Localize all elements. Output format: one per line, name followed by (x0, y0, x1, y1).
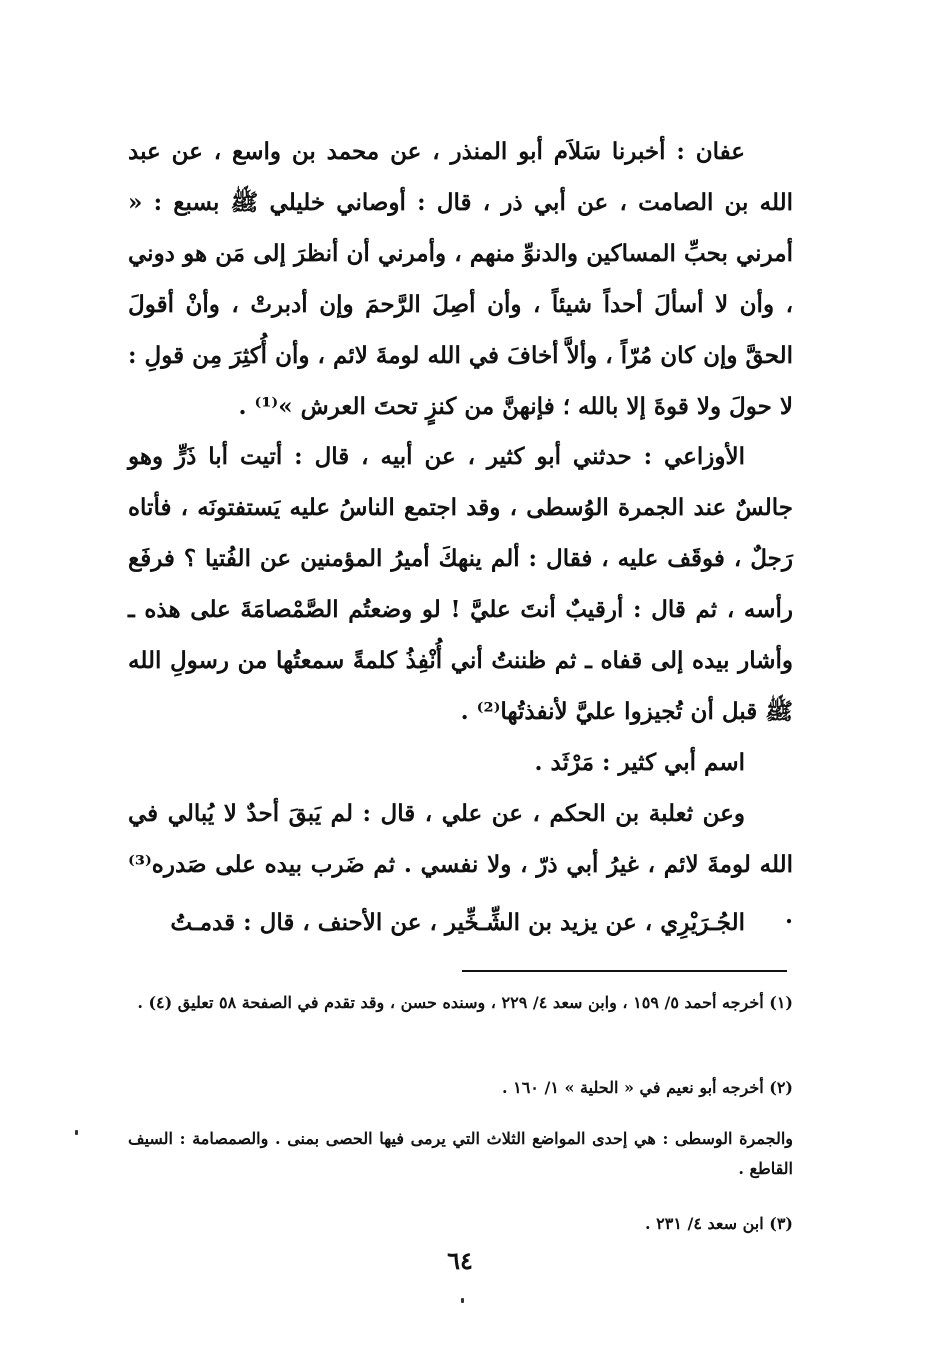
paragraph-text: عفان : أخبرنا سَلاَم أبو المنذر ، عن محمد بن واسع ، عن عبد الله بن الصامت ، عن أبي ذر ، قال : أوصاني خليلي ﷺ بسبع : « أمرني بحبِّ المساكين والدنوِّ منهم ، وأمرني أن أنظرَ إلى مَن هو دوني ، وأن لا أسألَ أحداً شيئاً ، وأن أصِلَ الرَّحمَ وإن أدبرتْ ، وأنْ أقولَ الحقَّ وإن كان مُرّاً ، وألاَّ أخافَ في الله لومةَ لائم ، وأن أُكثِرَ مِن قولِ : لا حولَ ولا قوةَ إلا بالله ؛ فإنهنَّ من كنزٍ تحتَ العرش »⁽¹⁾ . (128, 138, 793, 420)
paragraph-text: وعن ثعلبة بن الحكم ، عن علي ، قال : لم يَبقَ أحدٌ لا يُبالي في الله لومةَ لائم ، غيرُ أبي ذرّ ، ولا نفسي . ثم ضَرب بيده على صَدره⁽³⁾ . (128, 800, 793, 929)
page-number: ٦٤ (447, 1246, 473, 1275)
paragraph-text: اسم أبي كثير : مَرْثَد . (534, 749, 745, 776)
footnote-text: (٢) أخرجه أبو نعيم في « الحلية » ١/ ١٦٠ . (501, 1078, 793, 1097)
main-text-paragraph (128, 897, 793, 948)
main-text-paragraph (128, 126, 793, 432)
footnote-text: (٣) ابن سعد ٤/ ٢٣١ . (645, 1214, 793, 1233)
footnote (128, 1209, 793, 1239)
footnote-text: والجمرة الوسطى : هي إحدى المواضع الثلاث التي يرمى فيها الحصى بمنى . والصمصامة : السيف القاطع . (128, 1129, 793, 1178)
footnote-separator (462, 970, 787, 972)
main-text-paragraph (128, 737, 793, 788)
main-text-paragraph (128, 431, 793, 737)
scan-speck (461, 1298, 464, 1303)
footnote (128, 988, 793, 1018)
scan-speck (75, 1130, 78, 1135)
paragraph-text: الأوزاعي : حدثني أبو كثير ، عن أبيه ، قال : أتيت أبا ذَرٍّ وهو جالسٌ عند الجمرة الوُسطى ، وقد اجتمع الناسُ عليه يَستفتونَه ، فأتاه رَجلٌ ، فوقَف عليه ، فقال : ألم ينهكَ أميرُ المؤمنين عن الفُتيا ؟ فرفَع رأسه ، ثم قال : أرقيبٌ أنتَ عليَّ ! لو وضعتُم الصَّمْصامَةَ على هذه ـ وأشار بيده إلى قفاه ـ ثم ظننتُ أني أُنْفِذُ كلمةً سمعتُها من رسولِ الله ﷺ قبل أن تُجيزوا عليَّ لأنفذتُها⁽²⁾ . (128, 443, 793, 725)
footnote (128, 1124, 793, 1184)
footnote-text: (١) أخرجه أحمد ٥/ ١٥٩ ، وابن سعد ٤/ ٢٢٩ ، وسنده حسن ، وقد تقدم في الصفحة ٥٨ تعليق (٤) . (137, 993, 793, 1012)
paragraph-text: الجُـرَيْرِي ، عن يزيد بن الشِّـخِّير ، عن الأحنف ، قال : قدمـتُ (170, 909, 745, 936)
footnote (128, 1073, 793, 1103)
